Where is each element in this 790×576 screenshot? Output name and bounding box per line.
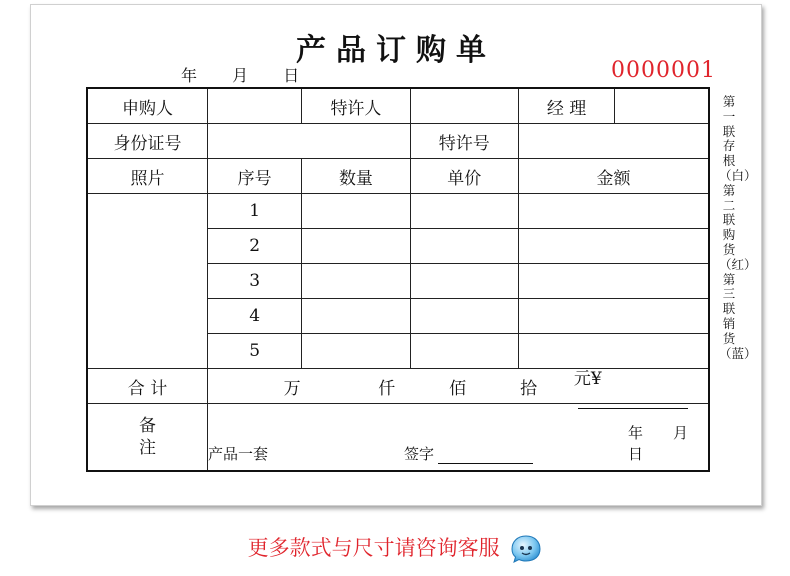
photo-cell[interactable]: [87, 194, 208, 369]
note-content-cell[interactable]: [208, 404, 719, 472]
seq-cell: 4: [208, 299, 302, 334]
date-month-label: 月: [232, 66, 249, 85]
qty-cell[interactable]: [302, 229, 410, 264]
amount-cell[interactable]: [518, 194, 709, 229]
row-id: [87, 124, 709, 159]
id-number-value[interactable]: [208, 124, 411, 159]
yuan-label: 元¥: [573, 368, 602, 389]
amount-cell[interactable]: [518, 299, 709, 334]
price-cell[interactable]: [410, 229, 518, 264]
footer-banner: [0, 532, 790, 564]
seq-cell: 3: [208, 264, 302, 299]
row-applicant: [87, 88, 709, 124]
chat-bubble-icon[interactable]: [510, 534, 542, 564]
copy-colors-note: 第一联存根（白）第二联购货（红）第三联销货（蓝）: [719, 94, 757, 361]
qty-cell[interactable]: [302, 299, 410, 334]
order-table: [86, 87, 719, 472]
signature-label: 签字: [404, 445, 435, 463]
order-form-sheet: [30, 4, 762, 506]
row-total: [87, 369, 709, 404]
qty-cell[interactable]: [302, 334, 410, 369]
signature-line[interactable]: [438, 449, 533, 464]
serial-number: 0000001: [611, 58, 716, 83]
row-headers: [87, 159, 709, 194]
license-number-value[interactable]: [518, 124, 709, 159]
applicant-value[interactable]: [208, 88, 302, 124]
manager-label: 经 理: [518, 88, 614, 124]
qty-header: 数量: [302, 159, 410, 194]
bai-label: 佰: [449, 378, 467, 399]
seq-cell: 1: [208, 194, 302, 229]
manager-value[interactable]: [615, 88, 709, 124]
price-header: 单价: [410, 159, 518, 194]
wan-label: 万: [283, 378, 301, 399]
amount-header: 金额: [518, 159, 709, 194]
price-cell[interactable]: [410, 299, 518, 334]
licensee-value[interactable]: [410, 88, 518, 124]
form-title: 产品订购单: [296, 33, 496, 68]
note-label: 备注: [139, 416, 156, 458]
date-day-label: 日: [283, 66, 300, 85]
qty-cell[interactable]: [302, 194, 410, 229]
note-label-cell: [87, 404, 208, 472]
total-amount-cell[interactable]: [208, 369, 710, 404]
row-note: [87, 404, 709, 472]
qian-label: 仟: [378, 378, 396, 399]
item-row: [87, 194, 709, 229]
seq-header: 序号: [208, 159, 302, 194]
price-cell[interactable]: [410, 264, 518, 299]
id-number-label: 身份证号: [87, 124, 208, 159]
amount-cell[interactable]: [518, 264, 709, 299]
shi-label: 拾: [520, 378, 538, 399]
note-date-label: 年 月 日: [628, 424, 719, 463]
date-year-label: 年: [181, 66, 198, 85]
product-set-label: 产品一套: [208, 445, 269, 463]
applicant-label: 申购人: [87, 88, 208, 124]
signature-field: [404, 443, 533, 464]
qty-cell[interactable]: [302, 264, 410, 299]
total-label: 合 计: [87, 369, 208, 404]
footer-text: 更多款式与尺寸请咨询客服: [247, 536, 500, 560]
licensee-label: 特许人: [302, 88, 410, 124]
price-cell[interactable]: [410, 194, 518, 229]
seq-cell: 2: [208, 229, 302, 264]
seq-cell: 5: [208, 334, 302, 369]
price-cell[interactable]: [410, 334, 518, 369]
header-date: [181, 63, 329, 86]
amount-cell[interactable]: [518, 229, 709, 264]
photo-header: 照片: [87, 159, 208, 194]
license-number-label: 特许号: [410, 124, 518, 159]
